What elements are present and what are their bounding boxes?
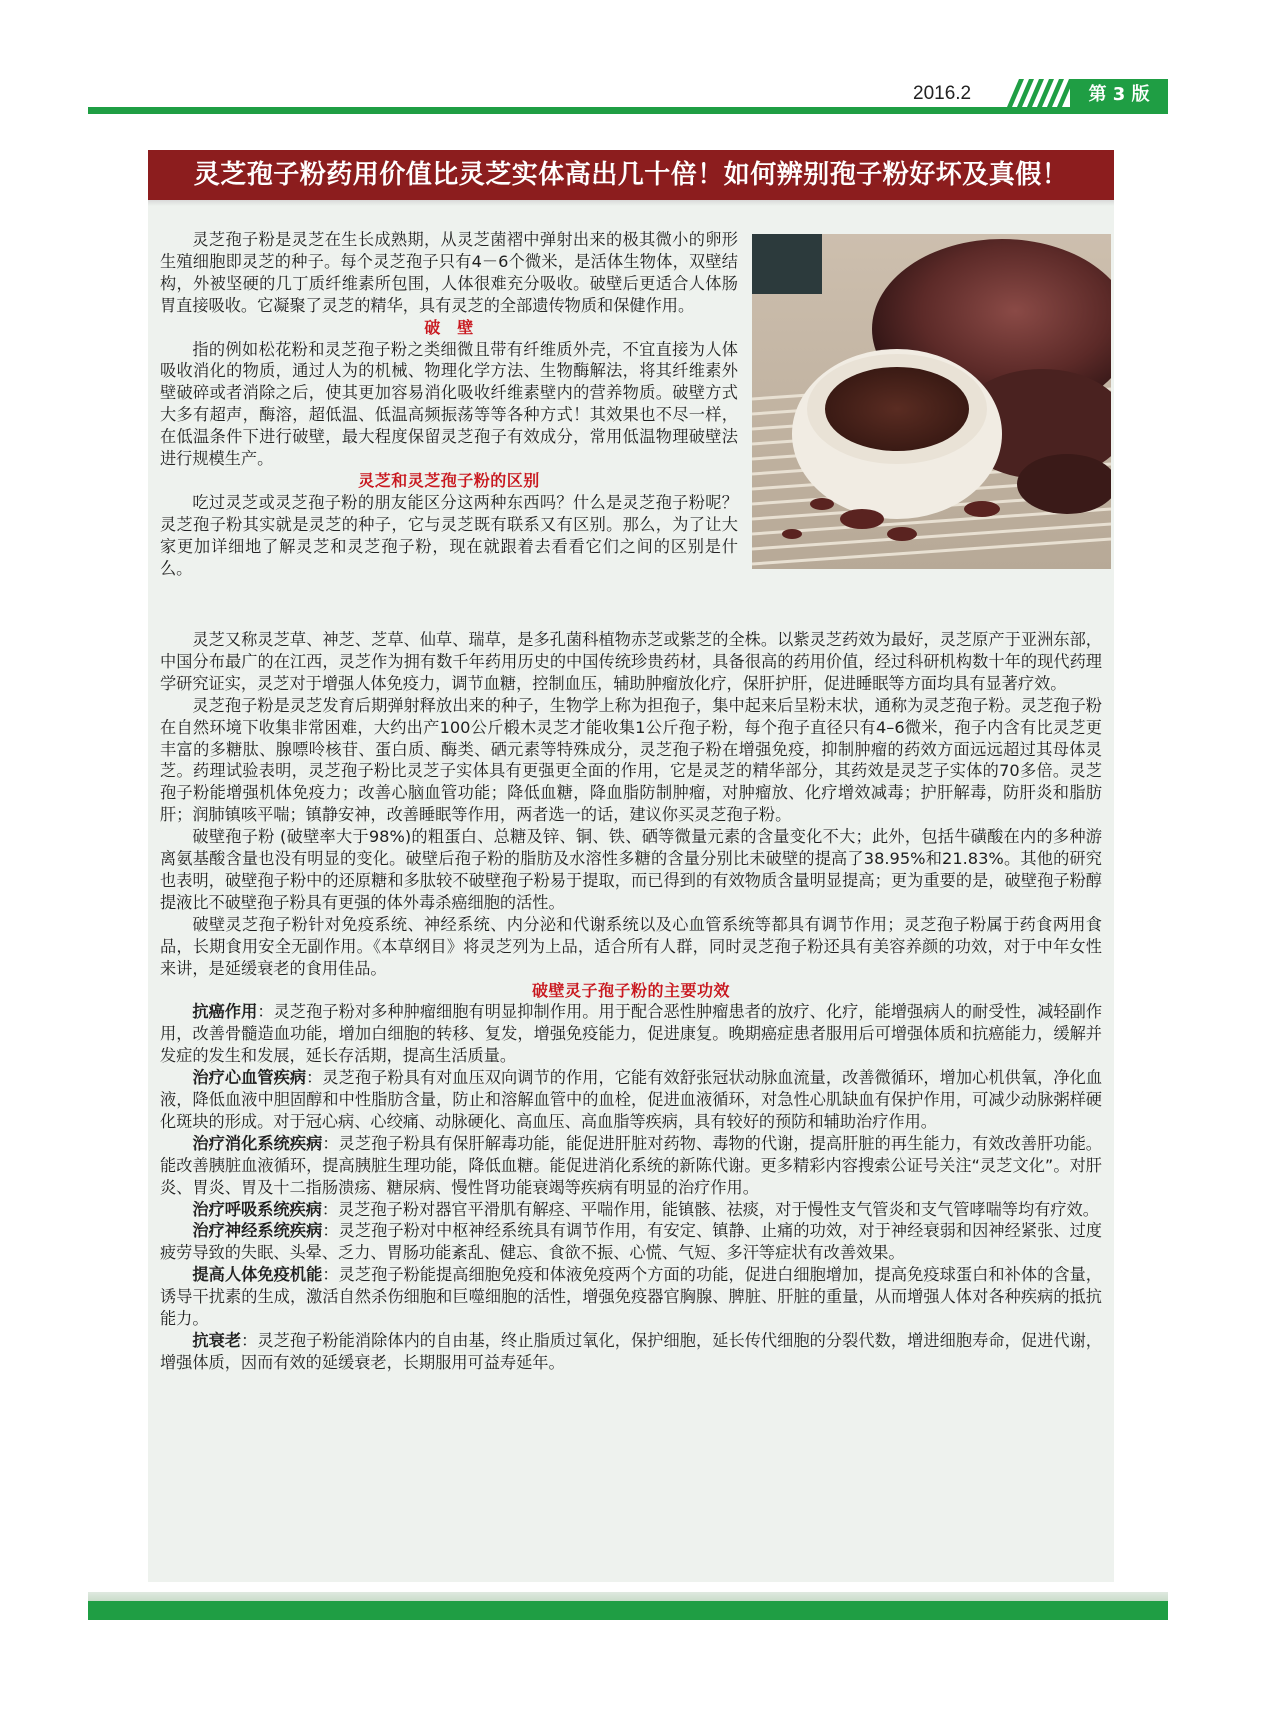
intro-paragraph: 灵芝孢子粉是灵芝在生长成熟期，从灵芝菌褶中弹射出来的极其微小的卵形生殖细胞即灵芝的种子。每个灵芝孢子只有4－6个微米，是活体生物体，双壁结构，外被坚硬的几丁质纤维素所包围，人体很难充分吸收。破壁后更适合人体肠胃直接吸收。它凝聚了灵芝的精华，具有灵芝的全部遗传物质和保健作用。	[160, 230, 738, 315]
footer-band-green	[88, 1601, 1168, 1620]
effect-cardiovascular	[160, 1067, 1102, 1133]
effect-immunity	[160, 1264, 1102, 1330]
title-shadow	[148, 200, 1114, 206]
edition-badge: 第 3 版	[1070, 79, 1168, 111]
effect-nervous	[160, 1220, 1102, 1264]
body-paragraph: 灵芝孢子粉是灵芝发育后期弹射释放出来的种子，生物学上称为担孢子，集中起来后呈粉末状，通称为灵芝孢子粉。灵芝孢子粉在自然环境下收集非常困难，大约出产100公斤椴木灵芝才能收集1公斤孢子粉，每个孢子直径只有4–6微米，孢子内含有比灵芝更丰富的多糖肽、腺嘌呤核苷、蛋白质、酶类、硒元素等特殊成分，灵芝孢子粉在增强免疫，抑制肿瘤的药效方面远远超过其母体灵芝。药理试验表明，灵芝孢子粉比灵芝子实体具有更强更全面的作用，它是灵芝的精华部分，其药效是灵芝子实体的70多倍。灵芝孢子粉能增强机体免疫力；改善心脑血管功能；降低血糖，降血脂防制肿瘤，对肿瘤放、化疗增效减毒；护肝解毒，防肝炎和脂肪肝；润肺镇咳平喘；镇静安神，改善睡眠等作用，两者选一的话，建议你买灵芝孢子粉。	[160, 695, 1102, 825]
header-stripes-decoration	[1005, 79, 1079, 107]
difference-paragraph: 吃过灵芝或灵芝孢子粉的朋友能区分这两种东西吗？什么是灵芝孢子粉呢？灵芝孢子粉其实就是灵芝的种子，它与灵芝既有联系又有区别。那么，为了让大家更加详细地了解灵芝和灵芝孢子粉，现在就跟着去看看它们之间的区别是什么。	[160, 492, 738, 578]
effect-label: 抗衰老	[192, 1331, 242, 1350]
effect-text: ：灵芝孢子粉对器官平滑肌有解痉、平喘作用，能镇骸、祛痰，对于慢性支气管炎和支气管哮喘等均有疗效。	[321, 1199, 1099, 1219]
pobi-paragraph: 指的例如松花粉和灵芝孢子粉之类细微且带有纤维质外壳，不宜直接为人体吸收消化的物质，通过人为的机械、物理化学方法、生物酶解法，将其纤维素外壁破碎或者消除之后，使其更加容易消化吸收纤维素壁内的营养物质。破壁方式大多有超声，酶溶，超低温、低温高频振荡等等各种方式！其效果也不尽一样，在低温条件下进行破壁，最大程度保留灵芝孢子有效成分，常用低温物理破壁法进行规模生产。	[160, 339, 738, 469]
effect-text: ：灵芝孢子粉对多种肿瘤细胞有明显抑制作用。用于配合恶性肿瘤患者的放疗、化疗，能增强病人的耐受性，减轻副作用，改善骨髓造血功能，增加白细胞的转移、复发，增强免疫能力，促进康复。晚期癌症患者服用后可增强体质和抗癌能力，缓解并发症的发生和发展，延长存活期，提高生活质量。	[160, 1002, 1103, 1066]
effect-label: 治疗神经系统疾病	[192, 1221, 323, 1241]
body-paragraph: 灵芝又称灵芝草、神芝、芝草、仙草、瑞草，是多孔菌科植物赤芝或紫芝的全株。以紫灵芝药效为最好，灵芝原产于亚洲东部，中国分布最广的在江西，灵芝作为拥有数千年药用历史的中国传统珍贵药材，具备很高的药用价值，经过科研机构数十年的现代药理学研究证实，灵芝对于增强人体免疫力，调节血糖，控制血压，辅助肿瘤放化疗，保肝护肝，促进睡眠等方面均具有显著疗效。	[160, 630, 1102, 693]
effect-anticancer	[160, 1001, 1102, 1067]
section-heading-difference: 灵芝和灵芝孢子粉的区别	[358, 470, 540, 490]
effect-label: 治疗呼吸系统疾病	[192, 1199, 322, 1219]
footer-band-light	[88, 1592, 1168, 1601]
issue-date: 2016.2	[913, 83, 972, 104]
intro-column	[160, 229, 738, 580]
lingzhi-illustration	[752, 234, 1111, 569]
section-heading-pobi: 破 壁	[424, 317, 474, 337]
header-rule	[88, 107, 1168, 114]
effect-respiratory	[160, 1199, 1102, 1221]
body-paragraph: 破壁孢子粉 (破壁率大于98%)的粗蛋白、总糖及锌、铜、铁、硒等微量元素的含量变化不大；此外，包括牛磺酸在内的多种游离氨基酸含量也没有明显的变化。破壁后孢子粉的脂肪及水溶性多糖的含量分别比未破壁的提高了38.95%和21.83%。其他的研究也表明，破壁孢子粉中的还原糖和多肽较不破壁孢子粉易于提取，而已得到的有效物质含量明显提高；更为重要的是，破壁孢子粉醇提液比不破壁孢子粉具有更强的体外毒杀癌细胞的活性。	[160, 827, 1102, 912]
effect-text: ：灵芝孢子粉能提高细胞免疫和体液免疫两个方面的功能，促进白细胞增加，提高免疫球蛋白和补体的含量，诱导干扰素的生成，激活自然杀伤细胞和巨噬细胞的活性，增强免疫器官胸腺、脾脏、肝脏的重量，从而增强人体对各种疾病的抵抗能力。	[160, 1265, 1102, 1329]
effect-text: ：灵芝孢子粉对中枢神经系统具有调节作用，有安定、镇静、止痛的功效，对于神经衰弱和因神经紧张、过度疲劳导致的失眠、头晕、乏力、胃肠功能紊乱、健忘、食欲不振、心慌、气短、多汗等症状有改善效果。	[160, 1221, 1102, 1263]
effect-antiaging	[160, 1330, 1102, 1374]
lingzhi-photo	[752, 234, 1111, 569]
effect-label: 抗癌作用	[192, 1002, 258, 1022]
section-heading-effects: 破壁灵子孢子粉的主要功效	[531, 980, 730, 1000]
effect-digestive	[160, 1133, 1102, 1199]
effect-label: 治疗心血管疾病	[192, 1068, 307, 1088]
effect-label: 治疗消化系统疾病	[192, 1133, 323, 1153]
body-paragraph: 破壁灵芝孢子粉针对免疫系统、神经系统、内分泌和代谢系统以及心血管系统等都具有调节作用；灵芝孢子粉属于药食两用食品，长期食用安全无副作用。《本草纲目》将灵芝列为上品，适合所有人群，同时灵芝孢子粉还具有美容养颜的功效，对于中年女性来讲，是延缓衰老的食用佳品。	[160, 914, 1102, 978]
main-column	[160, 629, 1102, 1374]
effect-text: ：灵芝孢子粉具有对血压双向调节的作用，它能有效舒张冠状动脉血流量，改善微循环，增加心机供氧，净化血液，降低血液中胆固醇和中性脂肪含量，防止和溶解血管中的血栓，促进血液循环，对急性心肌缺血有保护作用，可减少动脉粥样硬化斑块的形成。对于冠心病、心绞痛、动脉硬化、高血压、高血脂等疾病，具有较好的预防和辅助治疗作用。	[160, 1068, 1103, 1131]
effect-label: 提高人体免疫机能	[192, 1265, 323, 1285]
article-title: 灵芝孢子粉药用价值比灵芝实体高出几十倍！如何辨别孢子粉好坏及真假！	[148, 150, 1114, 200]
effect-text: ：灵芝孢子粉能消除体内的自由基，终止脂质过氧化，保护细胞，延长传代细胞的分裂代数，增进细胞寿命，促进代谢，增强体质，因而有效的延缓衰老，长期服用可益寿延年。	[160, 1331, 1102, 1372]
effect-text: ：灵芝孢子粉具有保肝解毒功能，能促进肝脏对药物、毒物的代谢，提高肝脏的再生能力，有效改善肝功能。能改善胰脏血液循环，提高胰脏生理功能，降低血糖。能促进消化系统的新陈代谢。更多精彩内容搜索公证号关注“灵芝文化”。对肝炎、胃炎、胃及十二指肠溃疡、糖尿病、慢性肾功能衰竭等疾病有明显的治疗作用。	[160, 1133, 1102, 1197]
